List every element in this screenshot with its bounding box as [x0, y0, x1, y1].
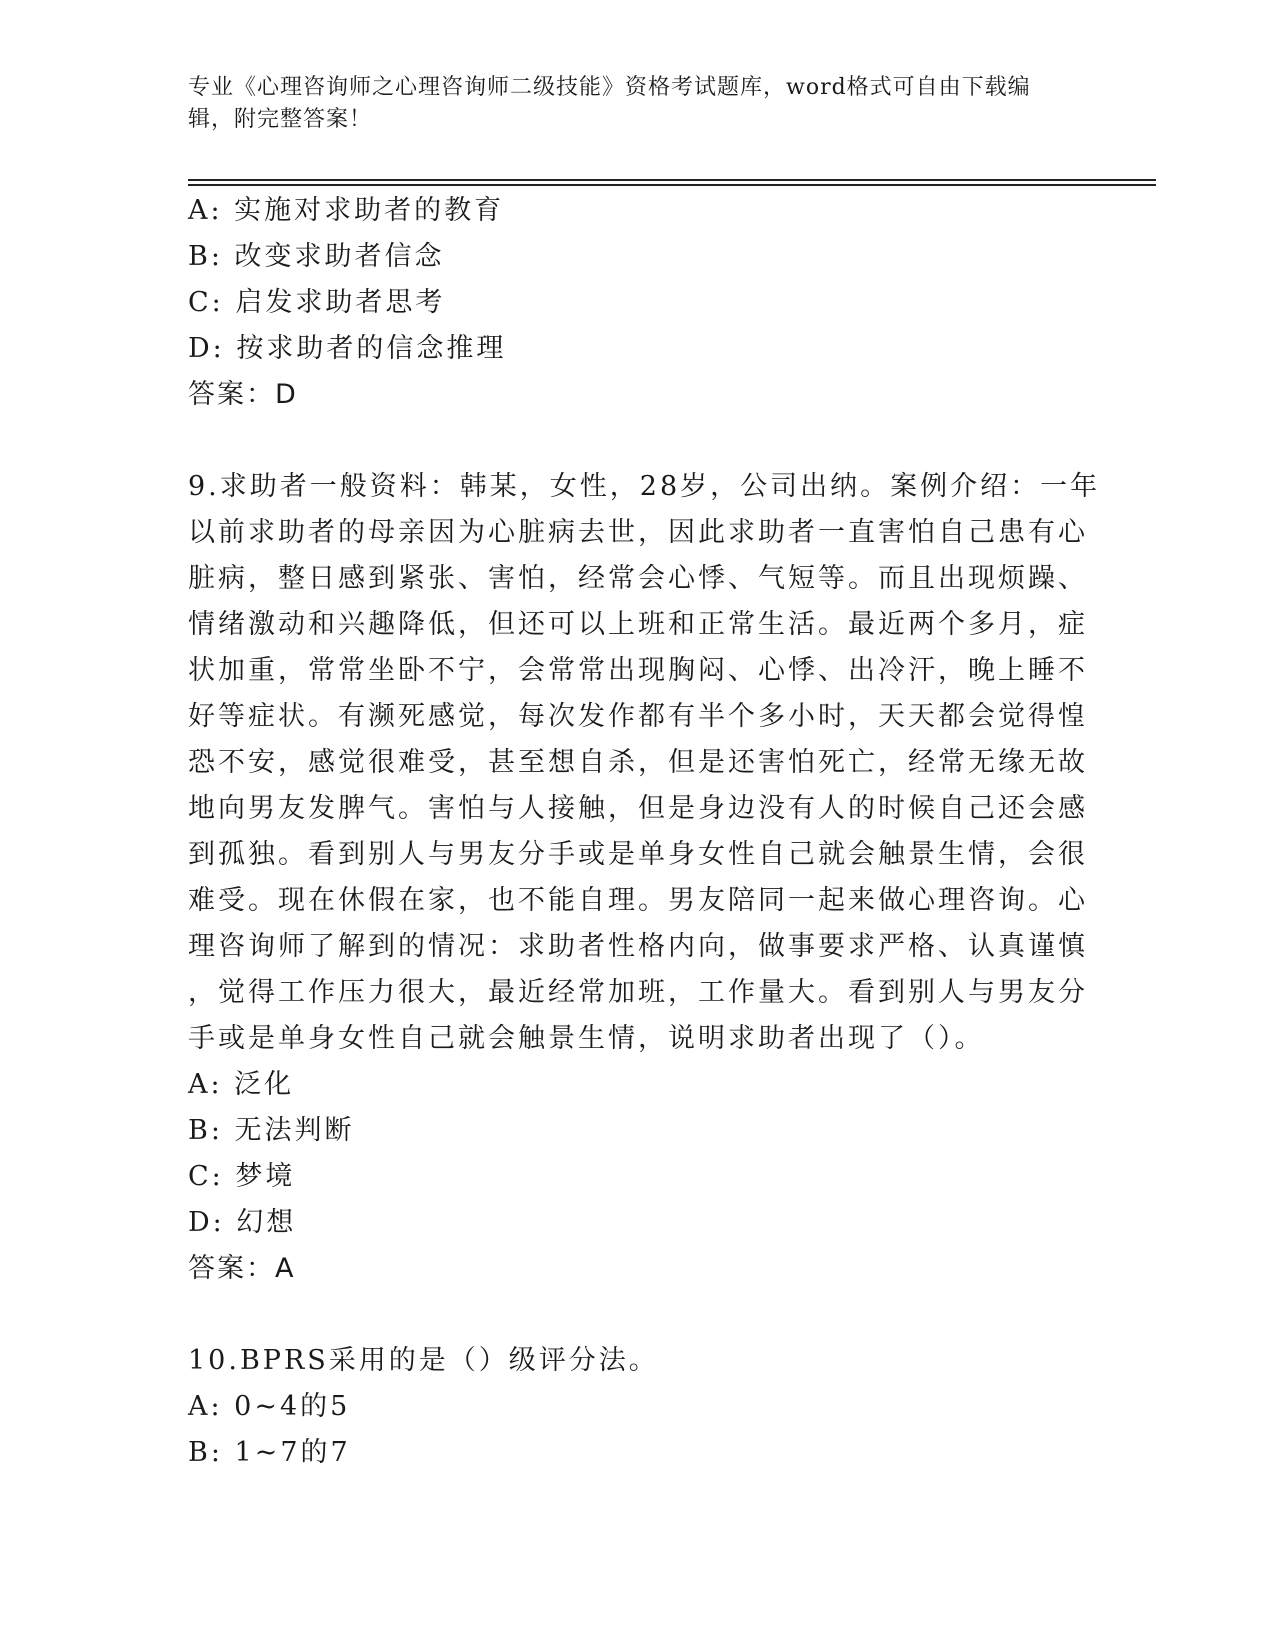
- question-stem-line: ，觉得工作压力很大，最近经常加班，工作量大。看到别人与男友分: [188, 977, 1088, 1008]
- question-10: [188, 1338, 1068, 1476]
- question-9: [188, 464, 1101, 1292]
- question-stem-line: 情绪激动和兴趣降低，但还可以上班和正常生活。最近两个多月，症: [188, 609, 1088, 640]
- question-stem-line: 好等症状。有濒死感觉，每次发作都有半个多小时，天天都会觉得惶: [188, 701, 1088, 732]
- option-b: B: 1~7的7: [188, 1437, 351, 1468]
- option-a: A: 0~4的5: [188, 1391, 351, 1422]
- option-c: C: 启发求助者思考: [188, 287, 446, 318]
- option-b: B: 改变求助者信念: [188, 241, 445, 272]
- question-stem-line: 理咨询师了解到的情况：求助者性格内向，做事要求严格、认真谨慎: [188, 931, 1088, 962]
- question-stem-line: 以前求助者的母亲因为心脏病去世，因此求助者一直害怕自己患有心: [188, 517, 1088, 548]
- option-d: D: 幻想: [188, 1207, 297, 1238]
- option-b: B: 无法判断: [188, 1115, 355, 1146]
- answer: 答案：A: [188, 1253, 296, 1284]
- option-d: D: 按求助者的信念推理: [188, 333, 507, 364]
- question-8: [188, 188, 1068, 418]
- question-stem-line: 难受。现在休假在家，也不能自理。男友陪同一起来做心理咨询。心: [188, 885, 1088, 916]
- spacer: [188, 418, 1068, 464]
- header-rule-bottom: [188, 184, 1156, 186]
- question-stem-line: 到孤独。看到别人与男友分手或是单身女性自己就会触景生情，会很: [188, 839, 1088, 870]
- option-a: A: 实施对求助者的教育: [188, 195, 505, 226]
- option-c: C: 梦境: [188, 1161, 296, 1192]
- question-stem-line: 状加重，常常坐卧不宁，会常常出现胸闷、心悸、出冷汗，晚上睡不: [188, 655, 1088, 686]
- question-stem-line: 9.求助者一般资料：韩某，女性，28岁，公司出纳。案例介绍：一年: [188, 471, 1101, 502]
- answer: 答案：D: [188, 379, 298, 410]
- question-stem-line: 脏病，整日感到紧张、害怕，经常会心悸、气短等。而且出现烦躁、: [188, 563, 1088, 594]
- spacer: [188, 1292, 1068, 1338]
- header-rule-top: [188, 179, 1156, 181]
- document-body: [188, 188, 1101, 1476]
- document-header: 专业《心理咨询师之心理咨询师二级技能》资格考试题库，word格式可自由下载编辑，附完整答案！: [188, 75, 1031, 132]
- question-stem-line: 恐不安，感觉很难受，甚至想自杀，但是还害怕死亡，经常无缘无故: [188, 747, 1088, 778]
- option-a: A: 泛化: [188, 1069, 295, 1100]
- question-stem-line: 地向男友发脾气。害怕与人接触，但是身边没有人的时候自己还会感: [188, 793, 1088, 824]
- question-stem: 10.BPRS采用的是（）级评分法。: [188, 1345, 659, 1376]
- question-stem-line: 手或是单身女性自己就会触景生情，说明求助者出现了（）。: [188, 1023, 985, 1054]
